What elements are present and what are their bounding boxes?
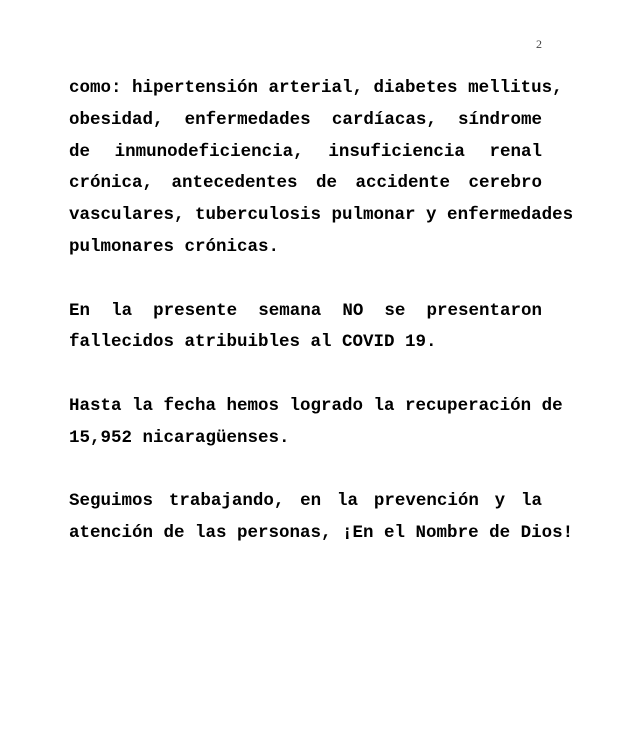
text-line: atención de las personas, ¡En el Nombre de Dios! <box>69 523 574 544</box>
paragraph-risk-factors <box>69 73 574 264</box>
text-line: vasculares, tuberculosis pulmonar y enfermedades <box>69 205 574 226</box>
text-line: crónica, antecedentes de accidente cerebro <box>69 173 542 194</box>
paragraph-recoveries <box>69 391 563 455</box>
text-line: fallecidos atribuibles al COVID 19. <box>69 332 437 353</box>
page-number: 2 <box>536 37 542 51</box>
text-line: 15,952 nicaragüenses. <box>69 427 290 448</box>
document-body <box>69 73 574 582</box>
text-line: Seguimos trabajando, en la prevención y la <box>69 491 542 512</box>
text-line: obesidad, enfermedades cardíacas, síndrome <box>69 109 542 130</box>
text-line: Hasta la fecha hemos logrado la recuperación de <box>69 395 563 416</box>
text-line: En la presente semana NO se presentaron <box>69 300 542 321</box>
paragraph-deaths <box>69 296 542 360</box>
text-line: como: hipertensión arterial, diabetes mellitus, <box>69 78 563 98</box>
text-line: pulmonares crónicas. <box>69 236 280 257</box>
text-line: de inmunodeficiencia, insuficiencia renal <box>69 141 542 162</box>
paragraph-closing <box>69 486 574 550</box>
